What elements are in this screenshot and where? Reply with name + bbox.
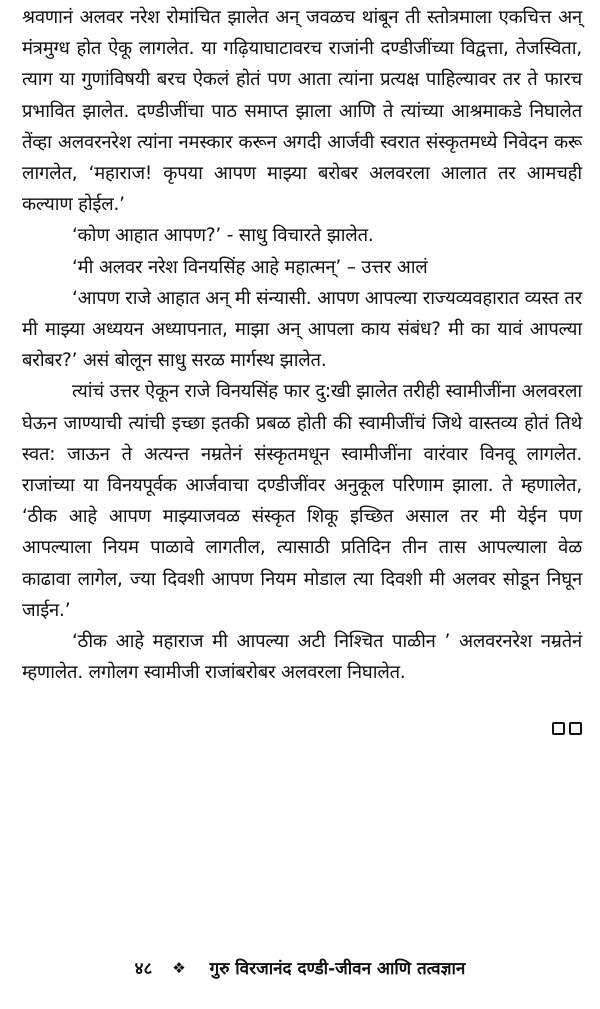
paragraph-king-answer: ‘मी अलवर नरेश विनयसिंह आहे महात्मन्’ – उत्तर आलं	[72, 256, 428, 278]
body-text	[22, 2, 582, 688]
end-square-icon	[552, 722, 565, 735]
paragraph-intro: श्रवणानं अलवर नरेश रोमांचित झालेत अन् जवळच थांबून ती स्तोत्रमाला एकचित्त अन् मंत्रमुग्ध होत ऐकू लागलेत. या गढ़ियाघाटावरच राजांनी दण्डीजींच्या विद्वत्ता, तेजस्विता, त्याग या गुणांविषयी बरच ऐकलं होतं पण आता त्यांना प्रत्यक्ष पाहिल्यावर तर ते फारच प्रभावित झालेत. दण्डीजींचा पाठ समाप्त झाला आणि ते त्यांच्या आश्रमाकडे निघालेत तेंव्हा अलवरनरेश त्यांना नमस्कार करून अगदी आर्जवी स्वरात संस्कृतमध्ये निवेदन करू लागलेत, ‘महाराज! कृपया आपण माझ्या बरोबर अलवरला आलात तर आमचही कल्याण होईल.’	[22, 7, 582, 216]
book-title: गुरु विरजानंद दण्डी-जीवन आणि तत्वज्ञान	[209, 959, 466, 979]
page-footer	[0, 956, 600, 979]
paragraph-sadhu-question: ‘कोण आहात आपण?’ - साधु विचारते झालेत.	[72, 225, 374, 247]
paragraph-sadhu-reply: ‘आपण राजे आहात अन् मी संन्यासी. आपण आपल्या राज्यव्यवहारात व्यस्त तर मी माझ्या अध्ययन अध्यापनात, माझा अन् आपला काय संबंध? मी का यावं आपल्या बरोबर?’ असं बोलून साधु सरळ मार्गस्थ झालेत.	[22, 287, 582, 372]
end-square-icon	[569, 722, 582, 735]
paragraph-king-request: त्यांचं उत्तर ऐकून राजे विनयसिंह फार दु:खी झालेत तरीही स्वामीजींना अलवरला घेऊन जाण्याची त्यांची इच्छा इतकी प्रबळ होती की स्वामीजींचं जिथे वास्तव्य होतं तिथे स्वत: जाऊन ते अत्यन्त नम्रतेनं संस्कृतमधून स्वामीजींना वारंवार विनवू लागलेत. राजांच्या या विनयपूर्वक आर्जवाचा दण्डीजींवर अनुकूल परिणाम झाला. ते म्हणालेत, ‘ठीक आहे आपण माझ्याजवळ संस्कृत शिकू इच्छित असाल तर मी येईन पण आपल्याला नियम पाळावे लागतील, त्यासाठी प्रतिदिन तीन तास आपल्याला वेळ काढावा लागेल, ज्या दिवशी आपण नियम मोडाल त्या दिवशी मी अलवर सोडून निघून जाईन.’	[22, 381, 582, 621]
paragraph-agreement: ‘ठीक आहे महाराज मी आपल्या अटी निश्चित पाळीन ’ अलवरनरेश नम्रतेनं म्हणालेत. लगोलग स्वामीजी राजांबरोबर अलवरला निघालेत.	[22, 631, 582, 684]
page-number: ४८	[134, 959, 153, 979]
diamond-ornament-icon: ❖	[172, 958, 186, 977]
section-end-mark	[552, 722, 582, 735]
